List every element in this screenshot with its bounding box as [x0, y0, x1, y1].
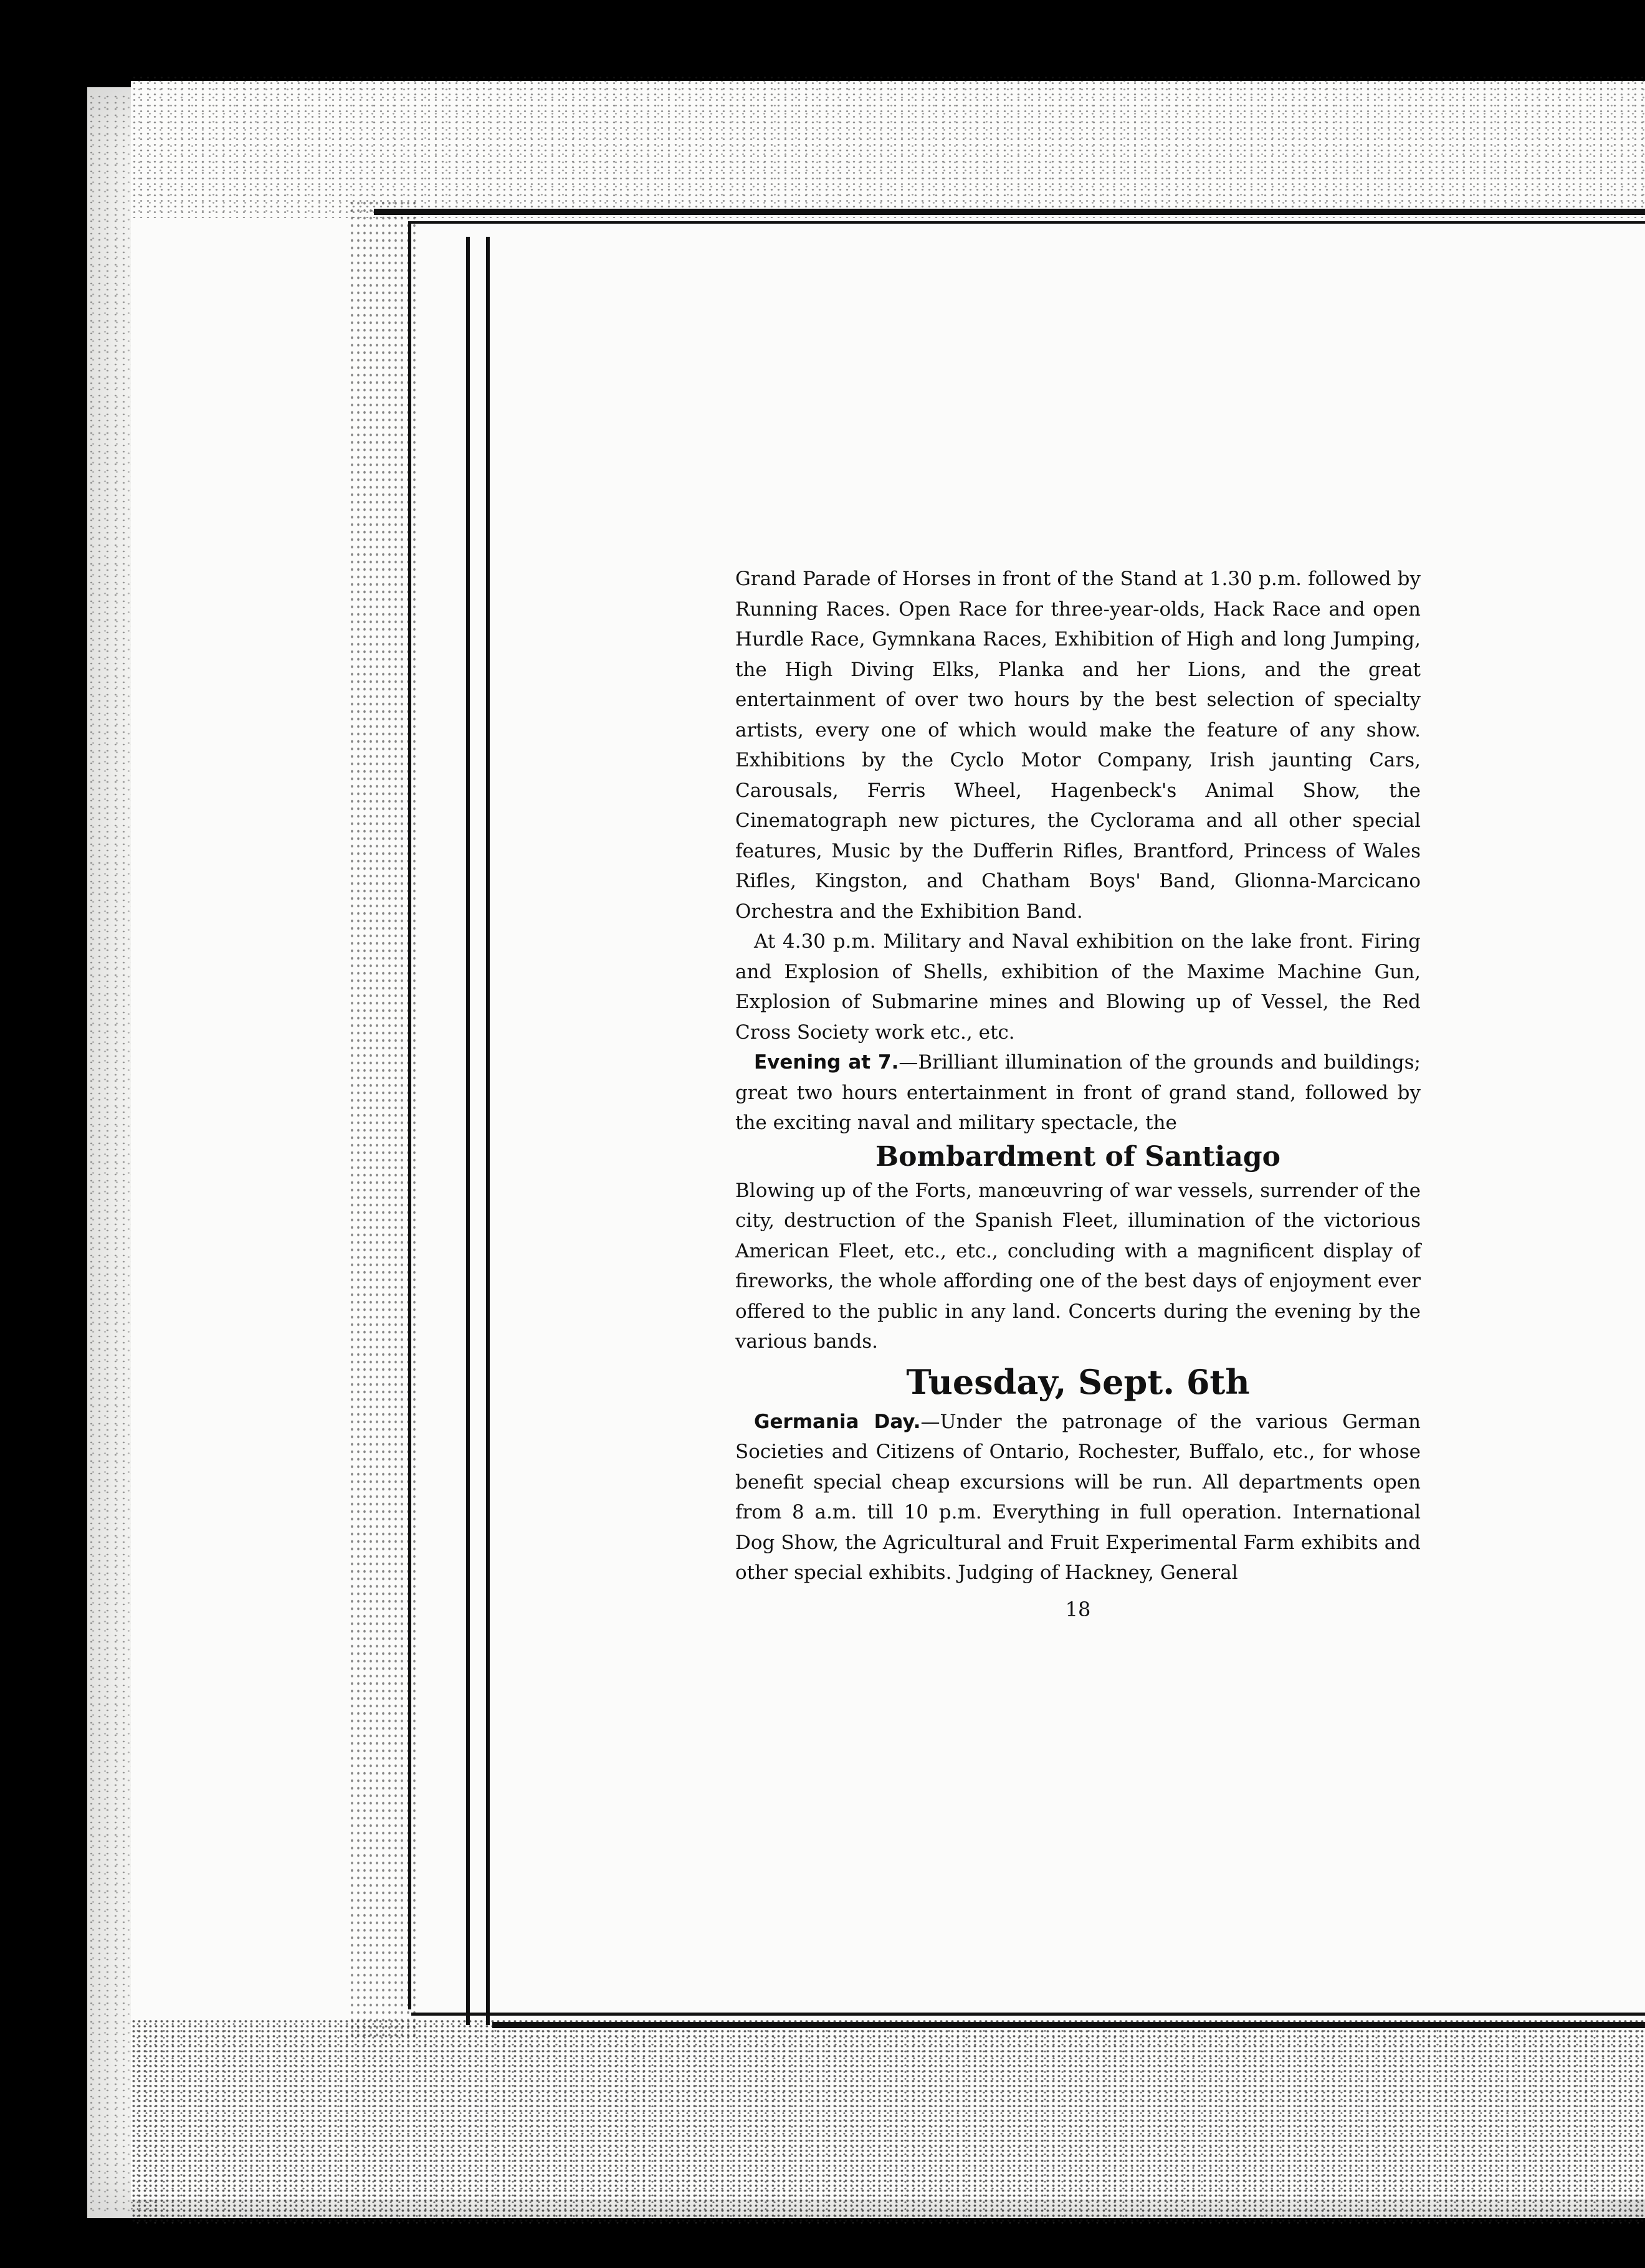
program-text: [735, 564, 1421, 1624]
evening-body: —Brilliant illumination of the grounds and buildings; great two hours entertainment in front of grand stand, followed by the exciting naval and military spectacle, the: [735, 1051, 1421, 1134]
subheading-bombardment: Bombardment of Santiago: [875, 1140, 1281, 1173]
frame-top-rule: [374, 209, 1645, 215]
frame-left-double-rule-a: [466, 237, 470, 2025]
paragraph-military-exhibition: At 4.30 p.m. Military and Naval exhibition on the lake front. Firing and Explosion of Shells, exhibition of the Maxime Machine Gun, Explosion of Submarine mines and Blowing up of Vessel, the Red Cross Society work etc., etc.: [735, 930, 1421, 1044]
frame-left-rule: [408, 221, 411, 2009]
frame-left-double-rule-b: [486, 237, 490, 2025]
evening-lead: Evening at 7.: [754, 1051, 899, 1074]
germania-body: —Under the patronage of the various German Societies and Citizens of Ontario, Rochester, Buffalo, etc., for whose benefit special cheap excursions will be run. All departments open from 8 a.m. till 10 p.m. Everything in full operation. International Dog Show, the Agricultural and Fruit Experimental Farm exhibits and other special exhibits. Judging of Hackney, General: [735, 1410, 1421, 1584]
day-heading: Tuesday, Sept. 6th: [906, 1361, 1250, 1402]
paragraph-evening: [735, 1047, 1421, 1138]
frame-top-inner-rule: [411, 221, 1645, 224]
germania-lead: Germania Day.: [754, 1410, 921, 1433]
page-number: 18: [1065, 1597, 1091, 1621]
speckled-bottom-edge: [131, 2019, 1645, 2224]
paragraph-germania-day: [735, 1407, 1421, 1588]
speckled-top-edge: [131, 75, 1645, 218]
speckled-inner-border: [349, 199, 417, 2037]
frame-bottom-rule: [411, 2013, 1645, 2016]
paragraph-grand-parade: Grand Parade of Horses in front of the Stand at 1.30 p.m. followed by Running Races. Open Race for three-year-olds, Hack Race and open Hurdle Race, Gymnkana Races, Exhibition of High and long Jumping, the High Diving Elks, Planka and her Lions, and the great entertainment of over two hours by the best selection of specialty artists, every one of which would make the feature of any show. Exhibitions by the Cyclo Motor Company, Irish jaunting Cars, Carousals, Ferris Wheel, Hagenbeck's Animal Show, the Cinematograph new pictures, the Cyclorama and all other special features, Music by the Dufferin Rifles, Brantford, Princess of Wales Rifles, Kingston, and Chatham Boys' Band, Glionna-Marcicano Orchestra and the Exhibition Band.: [735, 568, 1421, 923]
paragraph-bombardment: Blowing up of the Forts, manœuvring of war vessels, surrender of the city, destruction of the Spanish Fleet, illumination of the victorious American Fleet, etc., etc., concluding with a magnificent display of fireworks, the whole affording one of the best days of enjoyment ever offered to the public in any land. Concerts during the evening by the various bands.: [735, 1179, 1421, 1353]
frame-bottom-thick-rule: [492, 2022, 1645, 2028]
